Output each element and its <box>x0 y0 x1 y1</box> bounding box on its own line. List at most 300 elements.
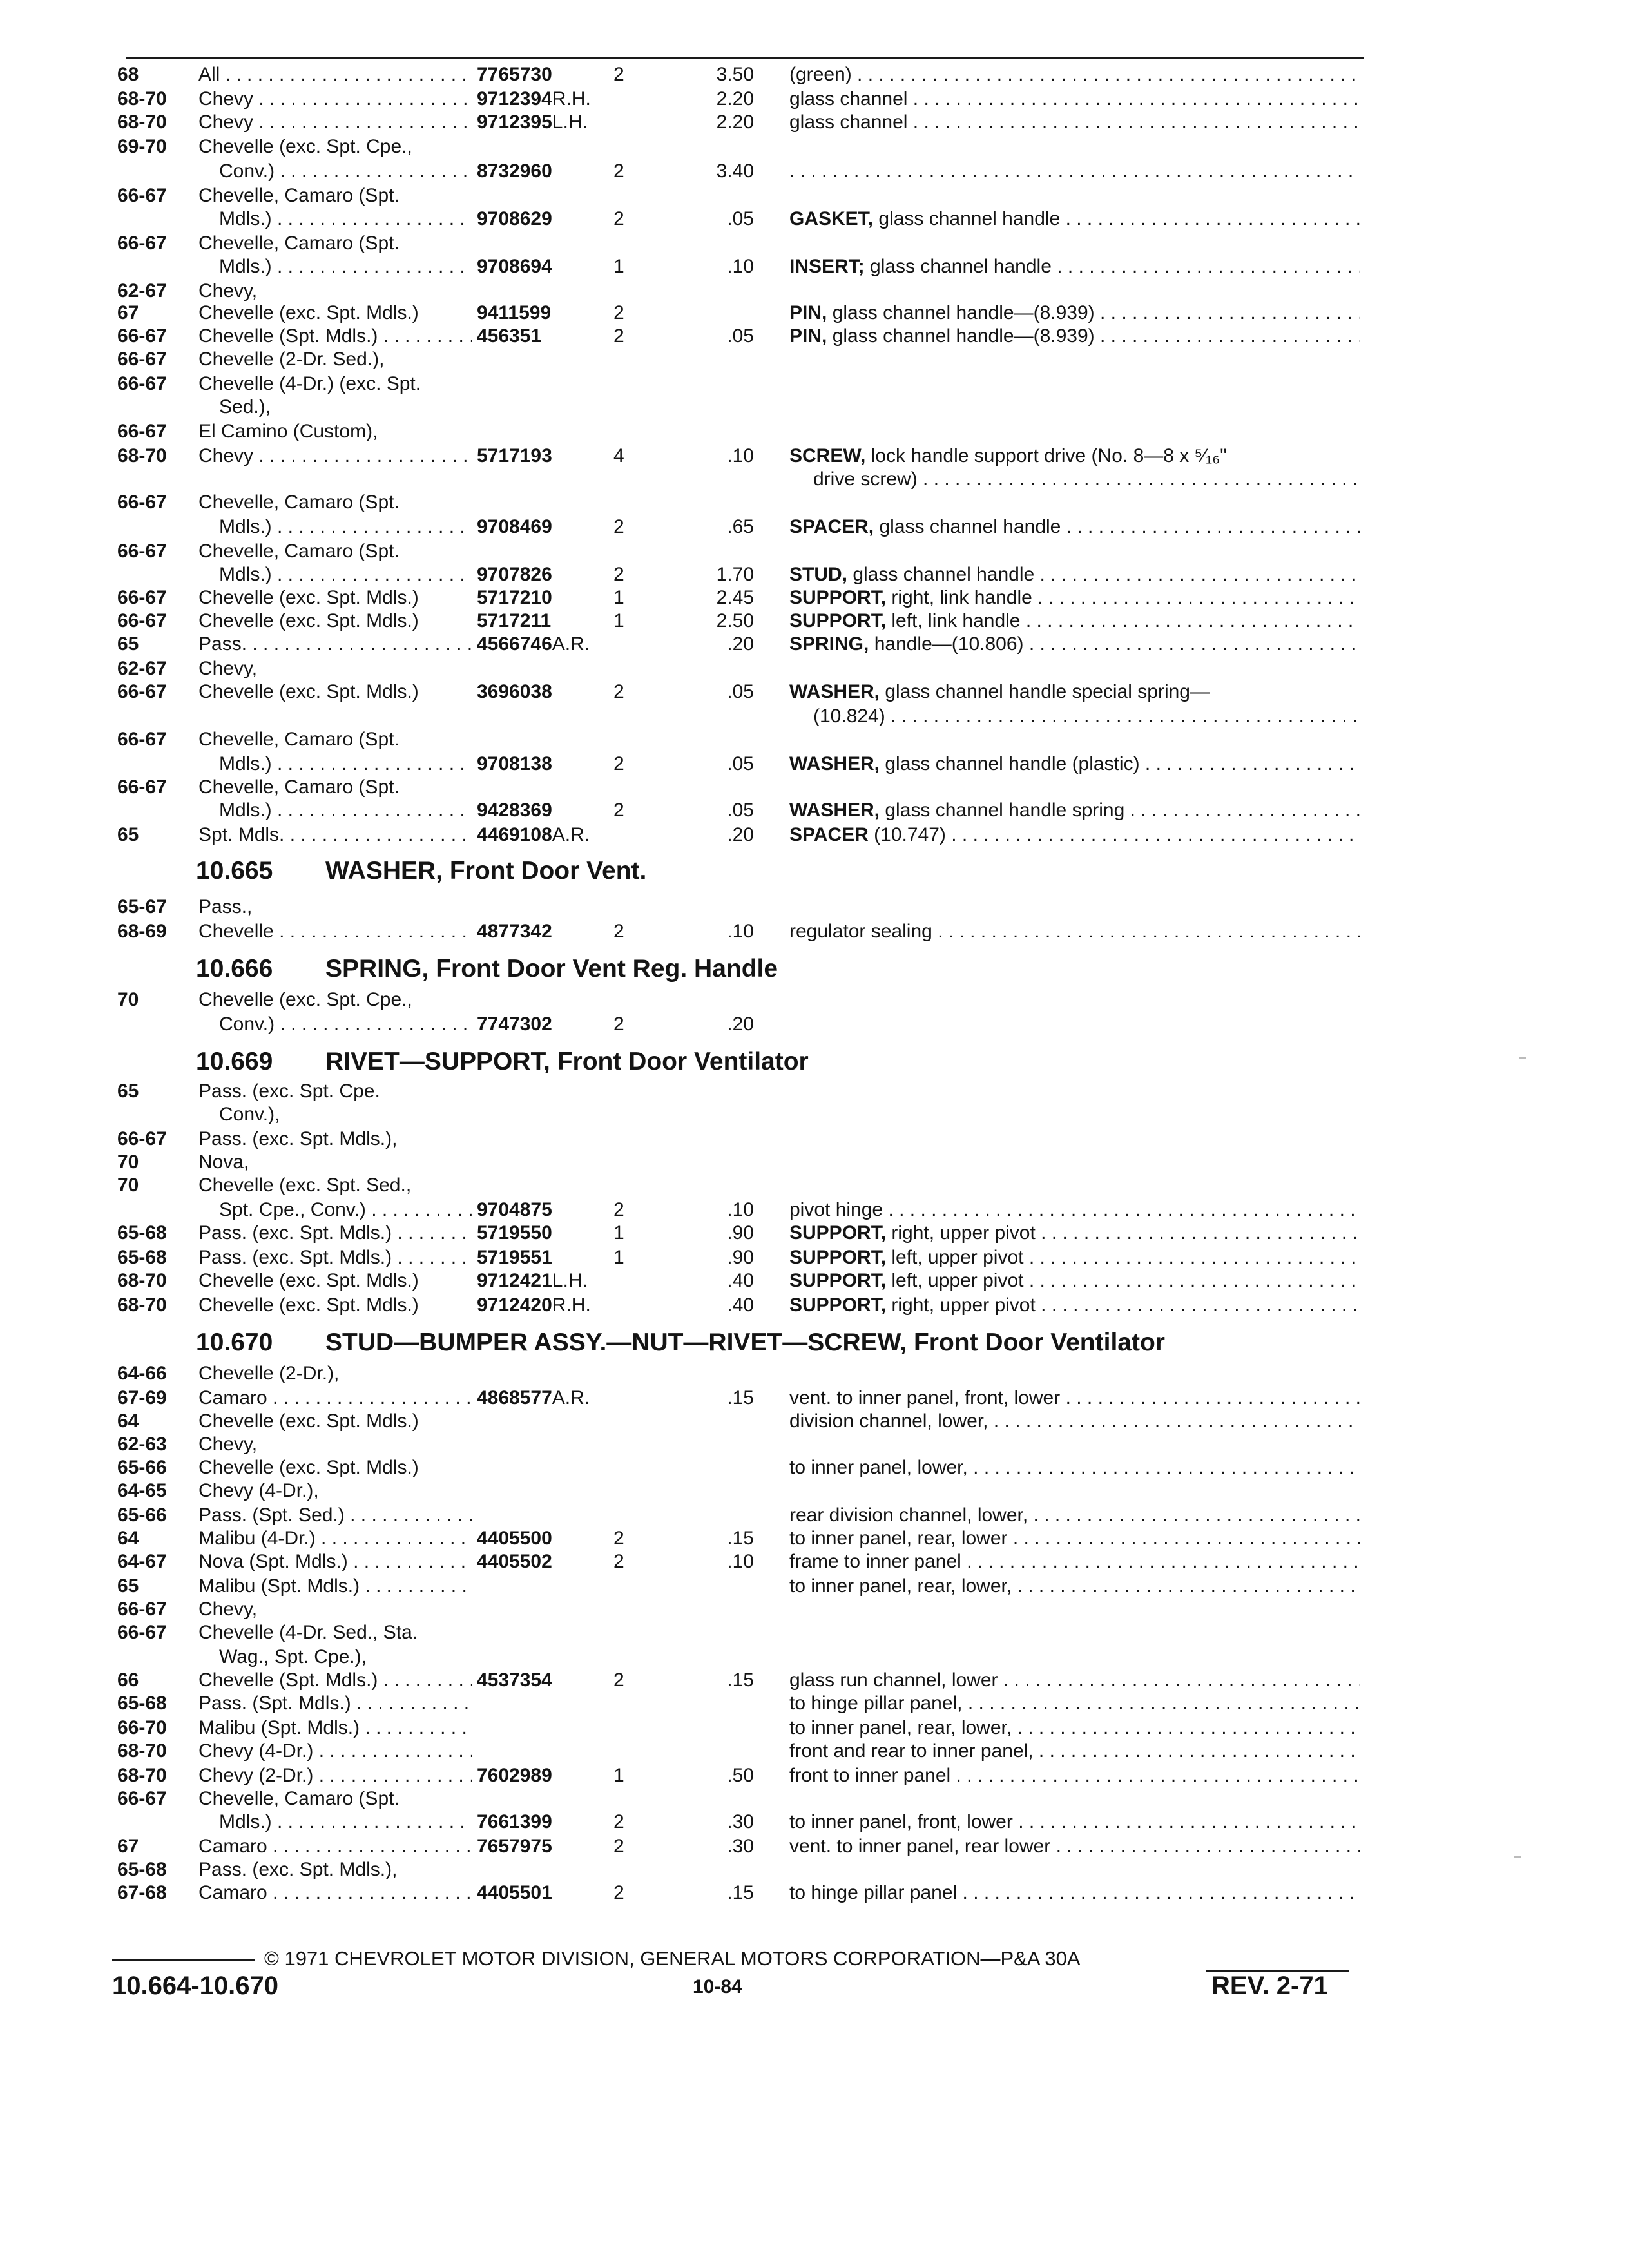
part-number-value: 7657975 <box>477 1836 552 1857</box>
model-years: 62-63 <box>117 1434 167 1455</box>
part-row <box>0 610 1629 633</box>
model-years: 67-68 <box>117 1882 167 1903</box>
application: Malibu (4-Dr.) . . . <box>198 1527 472 1550</box>
model-years: 68-70 <box>117 1765 167 1786</box>
model-years: 66-67 <box>117 541 167 562</box>
quantity: 2 <box>613 160 624 182</box>
description-text: to inner panel, rear, lower <box>789 1528 1008 1549</box>
copyright-footer <box>112 1946 1349 1972</box>
quantity: 2 <box>613 921 624 942</box>
model-years: 68 <box>117 64 139 85</box>
description <box>789 111 1360 134</box>
price: .20 <box>727 633 754 655</box>
application: Chevelle (exc. Spt. Mdls.) <box>198 302 419 323</box>
part-row <box>0 1575 1629 1598</box>
part-number <box>477 88 638 111</box>
description <box>813 705 1360 728</box>
section-header <box>0 1046 1629 1077</box>
model-years: 64 <box>117 1528 139 1549</box>
part-row <box>0 1128 1629 1151</box>
section-number: 10.670 <box>196 1329 273 1356</box>
application: Chevelle, Camaro (Spt. <box>198 185 400 206</box>
part-number <box>477 1269 638 1293</box>
part-row <box>0 1387 1629 1410</box>
description <box>789 1387 1360 1410</box>
model-years: 66-67 <box>117 587 167 608</box>
part-number-value: 4868577 <box>477 1387 552 1408</box>
description <box>789 586 1360 610</box>
model-years: 66-67 <box>117 1128 167 1149</box>
part-row <box>0 1246 1629 1269</box>
section-number: 10.666 <box>196 955 273 983</box>
part-row <box>0 540 1629 563</box>
price: 2.50 <box>716 610 754 631</box>
price: 2.20 <box>716 111 754 133</box>
description <box>789 1692 1360 1715</box>
quantity: 2 <box>613 564 624 585</box>
application: Chevelle, Camaro (Spt. <box>198 776 400 798</box>
model-years: 65-68 <box>117 1247 167 1268</box>
description <box>789 1504 1360 1527</box>
part-row <box>0 1269 1629 1293</box>
part-row <box>0 1692 1629 1715</box>
description-keyword: WASHER, <box>789 681 880 702</box>
part-number-value: 5717211 <box>477 610 552 631</box>
part-row <box>0 633 1629 656</box>
description-text: drive screw) <box>813 468 918 490</box>
application: Sed.), <box>219 396 271 418</box>
price: .20 <box>727 824 754 845</box>
part-row <box>0 823 1629 847</box>
description-keyword: WASHER, <box>789 753 880 774</box>
model-years: 66-67 <box>117 325 167 347</box>
price: .10 <box>727 921 754 942</box>
application: Mdls.) . . . <box>219 563 472 586</box>
part-row <box>0 255 1629 278</box>
part-row <box>0 799 1629 822</box>
part-row <box>0 491 1629 514</box>
description-text: to inner panel, front, lower <box>789 1811 1013 1832</box>
description-text: (10.824) <box>813 706 885 727</box>
price: .10 <box>727 445 754 466</box>
section-title: SPRING, Front Door Vent Reg. Handle <box>325 955 778 983</box>
application: Chevelle (2-Dr. Sed.), <box>198 349 385 370</box>
description-keyword: SPACER, <box>789 516 874 537</box>
description-text: left, upper pivot <box>886 1247 1024 1268</box>
part-row <box>0 1787 1629 1811</box>
application: Conv.), <box>219 1104 280 1125</box>
description-keyword: SPRING, <box>789 633 869 655</box>
description-text: left, upper pivot <box>886 1270 1024 1291</box>
part-row <box>0 88 1629 111</box>
part-number <box>477 111 638 134</box>
description-text: (10.747) <box>868 824 946 845</box>
description <box>789 1269 1360 1293</box>
part-row <box>0 160 1629 183</box>
application: Mdls.) . . . <box>219 515 472 539</box>
application: Spt. Cpe., Conv.) . . . <box>219 1198 472 1222</box>
part-row <box>0 372 1629 396</box>
application: Conv.) . . . <box>219 160 472 183</box>
application: Camaro . . . <box>198 1881 472 1905</box>
quantity: 1 <box>613 1222 624 1244</box>
description-text: right, link handle <box>886 587 1032 608</box>
application: Malibu (Spt. Mdls.) . . . <box>198 1575 472 1598</box>
part-row <box>0 232 1629 255</box>
part-row <box>0 445 1629 468</box>
description <box>789 88 1360 111</box>
part-row <box>0 1198 1629 1222</box>
quantity: 2 <box>613 800 624 821</box>
quantity: 1 <box>613 610 624 631</box>
model-years: 66-67 <box>117 729 167 750</box>
part-number-suffix: L.H. <box>552 111 588 133</box>
model-years: 66-67 <box>117 610 167 631</box>
price: .10 <box>727 1199 754 1220</box>
model-years: 68-70 <box>117 88 167 110</box>
description <box>789 610 1360 633</box>
price: .05 <box>727 325 754 347</box>
part-row <box>0 1835 1629 1858</box>
part-number-value: 3696038 <box>477 681 552 702</box>
description-text: glass channel handle <box>873 208 1061 229</box>
model-years: 66-67 <box>117 1788 167 1809</box>
model-years: 66-67 <box>117 185 167 206</box>
description <box>789 680 1360 704</box>
price: .90 <box>727 1247 754 1268</box>
model-years: 66-70 <box>117 1717 167 1738</box>
description-text: right, upper pivot <box>886 1222 1036 1244</box>
application: Chevy, <box>198 1599 258 1620</box>
application: Chevy (4-Dr.) . . . <box>198 1740 472 1763</box>
application: Chevelle (exc. Spt. Mdls.) <box>198 681 419 702</box>
part-row <box>0 586 1629 610</box>
application: El Camino (Custom), <box>198 421 378 442</box>
application: Pass. (Spt. Mdls.) . . . <box>198 1692 472 1715</box>
top-rule <box>126 57 1364 59</box>
application: Mdls.) . . . <box>219 207 472 231</box>
model-years: 65-68 <box>117 1693 167 1714</box>
description <box>789 1575 1360 1598</box>
quantity: 2 <box>613 516 624 537</box>
application: Mdls.) . . . <box>219 255 472 278</box>
part-number-value: 9708469 <box>477 516 552 537</box>
description-text: handle—(10.806) <box>869 633 1024 655</box>
scan-speck <box>1519 1057 1526 1059</box>
part-row <box>0 111 1629 134</box>
part-row <box>0 1646 1629 1669</box>
model-years: 68-70 <box>117 111 167 133</box>
price: .15 <box>727 1387 754 1408</box>
price: .40 <box>727 1294 754 1316</box>
description-keyword: PIN, <box>789 325 827 347</box>
description-text: glass channel handle—(8.939) <box>827 325 1095 347</box>
description-text: vent. to inner panel, rear lower <box>789 1836 1051 1857</box>
application: Conv.) . . . <box>219 1013 472 1036</box>
part-row <box>0 1294 1629 1317</box>
part-row <box>0 1174 1629 1197</box>
part-number-value: 9708694 <box>477 256 552 277</box>
model-years: 70 <box>117 1175 139 1196</box>
description <box>789 160 1360 183</box>
application: Pass., <box>198 896 253 918</box>
application: Chevelle (Spt. Mdls.) . . . <box>198 1669 472 1692</box>
part-number-value: 7765730 <box>477 64 552 85</box>
description <box>789 1764 1360 1787</box>
description-text: glass channel handle (plastic) <box>880 753 1140 774</box>
part-row <box>0 1740 1629 1763</box>
part-row <box>0 753 1629 776</box>
model-years: 66-67 <box>117 1622 167 1643</box>
description-keyword: STUD, <box>789 564 847 585</box>
application: Chevy, <box>198 1434 258 1455</box>
section-header <box>0 1327 1629 1358</box>
quantity: 2 <box>613 1551 624 1572</box>
quantity: 1 <box>613 1247 624 1268</box>
part-row <box>0 184 1629 207</box>
part-row <box>0 1222 1629 1245</box>
description-text: frame to inner panel <box>789 1551 961 1572</box>
quantity: 2 <box>613 1669 624 1691</box>
application: Chevy, <box>198 280 258 302</box>
part-row <box>0 207 1629 231</box>
application: Malibu (Spt. Mdls.) . . . <box>198 1716 472 1740</box>
description-text: glass channel handle spring <box>880 800 1125 821</box>
description-keyword: SUPPORT, <box>789 1247 887 1268</box>
part-row <box>0 1456 1629 1479</box>
section-header <box>0 856 1629 887</box>
description-text: right, upper pivot <box>886 1294 1036 1316</box>
description <box>789 1527 1360 1550</box>
description <box>789 753 1360 776</box>
part-row <box>0 1881 1629 1905</box>
model-years: 65-68 <box>117 1859 167 1880</box>
model-years: 66-67 <box>117 1599 167 1620</box>
part-number-value: 9712395 <box>477 111 552 133</box>
model-years: 68-70 <box>117 1294 167 1316</box>
part-number-value: 9708629 <box>477 208 552 229</box>
description <box>789 1835 1360 1858</box>
model-years: 68-69 <box>117 921 167 942</box>
application: Chevelle (exc. Spt. Cpe., <box>198 989 412 1010</box>
description <box>789 1294 1360 1317</box>
description-keyword: SCREW, <box>789 445 866 466</box>
model-years: 64-65 <box>117 1480 167 1501</box>
part-number-value: 4469108 <box>477 824 552 845</box>
quantity: 2 <box>613 325 624 347</box>
part-row <box>0 325 1629 348</box>
description <box>789 207 1360 231</box>
part-row <box>0 1527 1629 1550</box>
part-row <box>0 1433 1629 1456</box>
model-years: 66-67 <box>117 233 167 254</box>
description-text: division channel, lower, <box>789 1410 988 1432</box>
part-number <box>477 823 638 847</box>
section-number: 10.665 <box>196 857 273 885</box>
application: Pass. (exc. Spt. Mdls.) . . . <box>198 1222 472 1245</box>
quantity: 2 <box>613 1014 624 1035</box>
description <box>789 1410 1360 1433</box>
revision-label: REV. 2-71 <box>1211 1972 1328 2000</box>
description-keyword: PIN, <box>789 302 827 323</box>
part-number-value: 7747302 <box>477 1014 552 1035</box>
application: Nova (Spt. Mdls.) . . . <box>198 1550 472 1573</box>
application: Chevy (4-Dr.), <box>198 1480 319 1501</box>
model-years: 67 <box>117 1836 139 1857</box>
description-text: (green) <box>789 64 852 85</box>
part-number-value: 4405501 <box>477 1882 552 1903</box>
model-years: 64-67 <box>117 1551 167 1572</box>
application: Chevelle, Camaro (Spt. <box>198 233 400 254</box>
part-number-value: 5717193 <box>477 445 552 466</box>
description-keyword: SPACER <box>789 824 869 845</box>
description <box>789 1246 1360 1269</box>
page-number: 10-84 <box>693 1976 742 1997</box>
part-row <box>0 396 1629 419</box>
quantity: 2 <box>613 1199 624 1220</box>
part-number-value: 456351 <box>477 325 542 347</box>
model-years: 67-69 <box>117 1387 167 1408</box>
part-number-value: 4877342 <box>477 921 552 942</box>
model-years: 65 <box>117 824 139 845</box>
part-number-value: 9712421 <box>477 1270 552 1291</box>
price: 2.45 <box>716 587 754 608</box>
description-text: front to inner panel <box>789 1765 951 1786</box>
quantity: 2 <box>613 302 624 323</box>
model-years: 65-68 <box>117 1222 167 1244</box>
part-row <box>0 302 1629 325</box>
price: .15 <box>727 1669 754 1691</box>
part-row <box>0 1858 1629 1881</box>
description-text: front and rear to inner panel, <box>789 1740 1034 1762</box>
part-number <box>477 1387 638 1410</box>
quantity: 2 <box>613 681 624 702</box>
description <box>789 325 1360 348</box>
quantity: 1 <box>613 1765 624 1786</box>
description-text: glass channel handle <box>874 516 1061 537</box>
model-years: 70 <box>117 989 139 1010</box>
part-row <box>0 705 1629 728</box>
part-number-suffix: A.R. <box>552 824 590 845</box>
section-title: STUD—BUMPER ASSY.—NUT—RIVET—SCREW, Front Door Ventilator <box>325 1329 1165 1356</box>
part-row <box>0 1811 1629 1834</box>
part-row <box>0 1362 1629 1385</box>
part-row <box>0 1151 1629 1174</box>
description-keyword: SUPPORT, <box>789 1270 887 1291</box>
price: .50 <box>727 1765 754 1786</box>
section-title: RIVET—SUPPORT, Front Door Ventilator <box>325 1048 809 1075</box>
part-row <box>0 1550 1629 1573</box>
description <box>789 1716 1360 1740</box>
copyright-text: © 1971 CHEVROLET MOTOR DIVISION, GENERAL MOTORS CORPORATION—P&A 30A <box>264 1947 1081 1970</box>
application: Chevelle (exc. Spt. Mdls.) <box>198 610 419 631</box>
application: Pass. (exc. Spt. Cpe. <box>198 1081 380 1102</box>
model-years: 65 <box>117 1081 139 1102</box>
description <box>789 799 1360 822</box>
description-text: pivot hinge <box>789 1199 883 1220</box>
description-text: lock handle support drive (No. 8—8 x ⁵⁄₁₆" <box>865 445 1227 466</box>
description-text: rear division channel, lower, <box>789 1504 1028 1526</box>
application: Chevy . . . <box>198 111 472 134</box>
application: Chevelle (4-Dr.) (exc. Spt. <box>198 373 421 394</box>
model-years: 66 <box>117 1669 139 1691</box>
application: Chevelle, Camaro (Spt. <box>198 729 400 750</box>
model-years: 66-67 <box>117 421 167 442</box>
application: Pass. (exc. Spt. Mdls.), <box>198 1128 398 1149</box>
application: All . . . <box>198 63 472 86</box>
part-number-value: 5719551 <box>477 1247 552 1268</box>
description-keyword: SUPPORT, <box>789 1222 887 1244</box>
description <box>789 823 1360 847</box>
part-row <box>0 348 1629 371</box>
application: Chevelle (4-Dr. Sed., Sta. <box>198 1622 418 1643</box>
part-row <box>0 1080 1629 1103</box>
part-row <box>0 1479 1629 1503</box>
description-keyword: SUPPORT, <box>789 610 887 631</box>
description <box>789 920 1360 943</box>
description <box>789 1740 1360 1763</box>
quantity: 4 <box>613 445 624 466</box>
description-text: to inner panel, lower, <box>789 1457 968 1478</box>
application: Pass. (exc. Spt. Mdls.), <box>198 1859 398 1880</box>
price: .30 <box>727 1836 754 1857</box>
price: .10 <box>727 256 754 277</box>
model-years: 65 <box>117 1575 139 1597</box>
model-years: 65-66 <box>117 1457 167 1478</box>
description-text: left, link handle <box>886 610 1021 631</box>
description-text: to hinge pillar panel, <box>789 1693 963 1714</box>
part-row <box>0 515 1629 539</box>
description-keyword: SUPPORT, <box>789 587 887 608</box>
part-number-value: 5719550 <box>477 1222 552 1244</box>
scan-speck <box>1514 1856 1521 1858</box>
part-number-suffix: R.H. <box>552 88 591 110</box>
description <box>789 1811 1360 1834</box>
model-years: 69-70 <box>117 136 167 157</box>
part-row <box>0 1669 1629 1692</box>
description-text: to inner panel, rear, lower, <box>789 1575 1012 1597</box>
quantity: 2 <box>613 1836 624 1857</box>
description <box>789 1550 1360 1573</box>
price: 1.70 <box>716 564 754 585</box>
part-number-suffix: A.R. <box>552 633 590 655</box>
model-years: 66-67 <box>117 776 167 798</box>
part-row <box>0 1504 1629 1527</box>
part-number-value: 9712420 <box>477 1294 552 1316</box>
model-years: 62-67 <box>117 280 167 302</box>
part-row <box>0 1013 1629 1036</box>
part-number-suffix: R.H. <box>552 1294 591 1316</box>
description-text: regulator sealing <box>789 921 932 942</box>
application: Camaro . . . <box>198 1387 472 1410</box>
description <box>789 1456 1360 1479</box>
quantity: 1 <box>613 587 624 608</box>
price: .40 <box>727 1270 754 1291</box>
description-text: glass channel handle special spring— <box>880 681 1210 702</box>
part-row <box>0 920 1629 943</box>
part-number-value: 4405502 <box>477 1551 552 1572</box>
part-number-value: 4537354 <box>477 1669 552 1691</box>
model-years: 64-66 <box>117 1363 167 1384</box>
section-number: 10.669 <box>196 1048 273 1075</box>
description <box>813 468 1360 491</box>
description-keyword: WASHER, <box>789 800 880 821</box>
quantity: 2 <box>613 753 624 774</box>
model-years: 66-67 <box>117 373 167 394</box>
description-text: vent. to inner panel, front, lower <box>789 1387 1061 1408</box>
description <box>789 1881 1360 1905</box>
application: Chevelle (exc. Spt. Mdls.) <box>198 1270 419 1291</box>
